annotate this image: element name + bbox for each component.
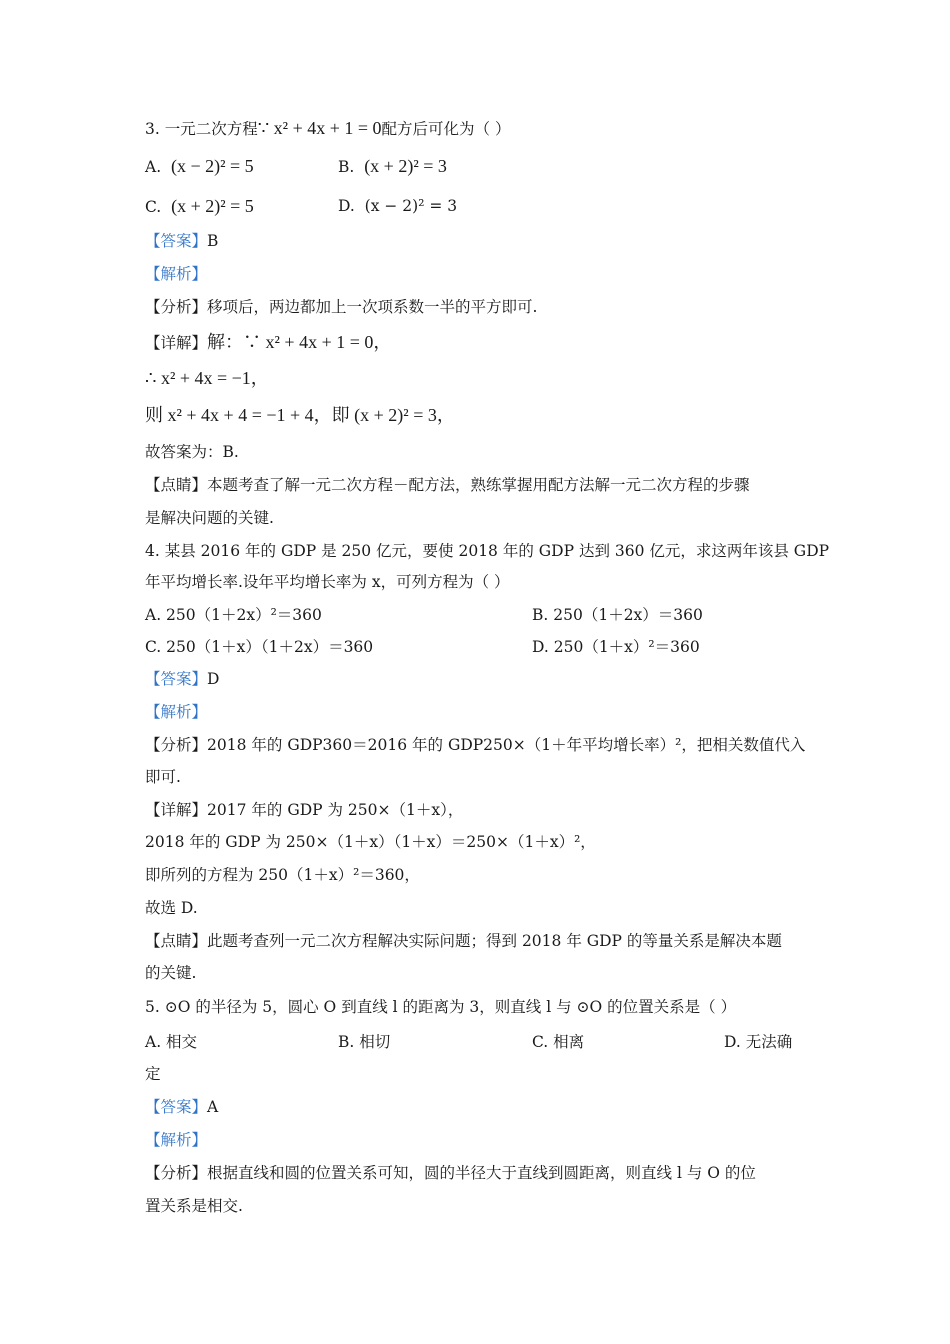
q5-option-c: C. 相离 (532, 1033, 585, 1051)
q3-jiexi-tag: 【解析】 (145, 265, 208, 283)
q4-option-a: A. 250（1＋2x）²＝360 (145, 606, 322, 624)
q4-stem-1: 4. 某县 2016 年的 GDP 是 250 亿元，要使 2018 年的 GDP 达到 360 亿元，求这两年该县 GDP (145, 542, 830, 560)
q4-option-d: D. 250（1＋x）²＝360 (532, 638, 700, 656)
q3-option-d: D. (x − 2)² = 3 (338, 197, 458, 215)
q3-answer: 【答案】B (145, 232, 219, 250)
q5-fenxi-cont: 置关系是相交. (145, 1197, 243, 1215)
q3-conclusion: 故答案为：B. (145, 443, 239, 461)
q4-jiexi-tag: 【解析】 (145, 703, 208, 721)
q4-fenxi: 【分析】2018 年的 GDP360＝2016 年的 GDP250×（1＋年平均增长率）²，把相关数值代入 (145, 736, 806, 754)
q5-option-a: A. 相交 (145, 1033, 198, 1051)
q3-option-a: A. (x − 2)² = 5 (145, 156, 254, 176)
q4-fenxi-cont: 即可. (145, 768, 181, 786)
q5-answer: 【答案】A (145, 1098, 219, 1116)
q4-step-2: 即所列的方程为 250（1＋x）²＝360， (145, 866, 420, 884)
q4-conclusion: 故选 D. (145, 899, 198, 917)
q4-answer: 【答案】D (145, 670, 220, 688)
q4-stem-2: 年平均增长率.设年平均增长率为 x，可列方程为（ ） (145, 573, 510, 591)
q3-step-1: ∴ x² + 4x = −1， (145, 368, 269, 388)
q3-fenxi: 【分析】移项后，两边都加上一次项系数一半的平方即可. (145, 298, 538, 316)
q4-option-b: B. 250（1＋2x）＝360 (532, 606, 703, 624)
q3-step-2: 则 x² + 4x + 4 = −1 + 4，即 (x + 2)² = 3， (145, 405, 455, 425)
q4-dianjing: 【点睛】此题考查列一元二次方程解决实际问题；得到 2018 年 GDP 的等量关系是解决本题 (145, 932, 782, 950)
q3-equation: ∵ x² + 4x + 1 = 0 (257, 118, 382, 138)
q4-dianjing-cont: 的关键. (145, 964, 197, 982)
q4-xiangjie: 【详解】2017 年的 GDP 为 250×（1＋x）， (145, 801, 464, 819)
q5-jiexi-tag: 【解析】 (145, 1131, 208, 1149)
q4-step-1: 2018 年的 GDP 为 250×（1＋x）（1＋x）＝250×（1＋x）²， (145, 833, 596, 851)
q3-stem: 3. 一元二次方程∵ x² + 4x + 1 = 0配方后可化为（ ） (145, 118, 511, 138)
answer-tag: 【答案】 (145, 670, 208, 688)
q4-option-c: C. 250（1＋x）（1＋2x）＝360 (145, 638, 374, 656)
answer-tag: 【答案】 (145, 1098, 208, 1116)
q3-xiangjie: 【详解】解：∵ x² + 4x + 1 = 0， (145, 332, 392, 352)
q3-option-c: C. (x + 2)² = 5 (145, 196, 254, 216)
q3-dianjing-cont: 是解决问题的关键. (145, 509, 274, 527)
q5-option-d: D. 无法确 (724, 1033, 793, 1051)
q5-fenxi: 【分析】根据直线和圆的位置关系可知，圆的半径大于直线到圆距离，则直线 l 与 O 的位 (145, 1164, 756, 1182)
q3-dianjing: 【点睛】本题考查了解一元二次方程－配方法，熟练掌握用配方法解一元二次方程的步骤 (145, 476, 750, 494)
q5-option-b: B. 相切 (338, 1033, 391, 1051)
q5-option-d-wrap: 定 (145, 1065, 161, 1083)
answer-tag: 【答案】 (145, 232, 208, 250)
q3-option-b: B. (x + 2)² = 3 (338, 156, 447, 176)
q5-stem: 5. ⊙O 的半径为 5，圆心 O 到直线 l 的距离为 3，则直线 l 与 ⊙O 的位置关系是（ ） (145, 998, 737, 1016)
